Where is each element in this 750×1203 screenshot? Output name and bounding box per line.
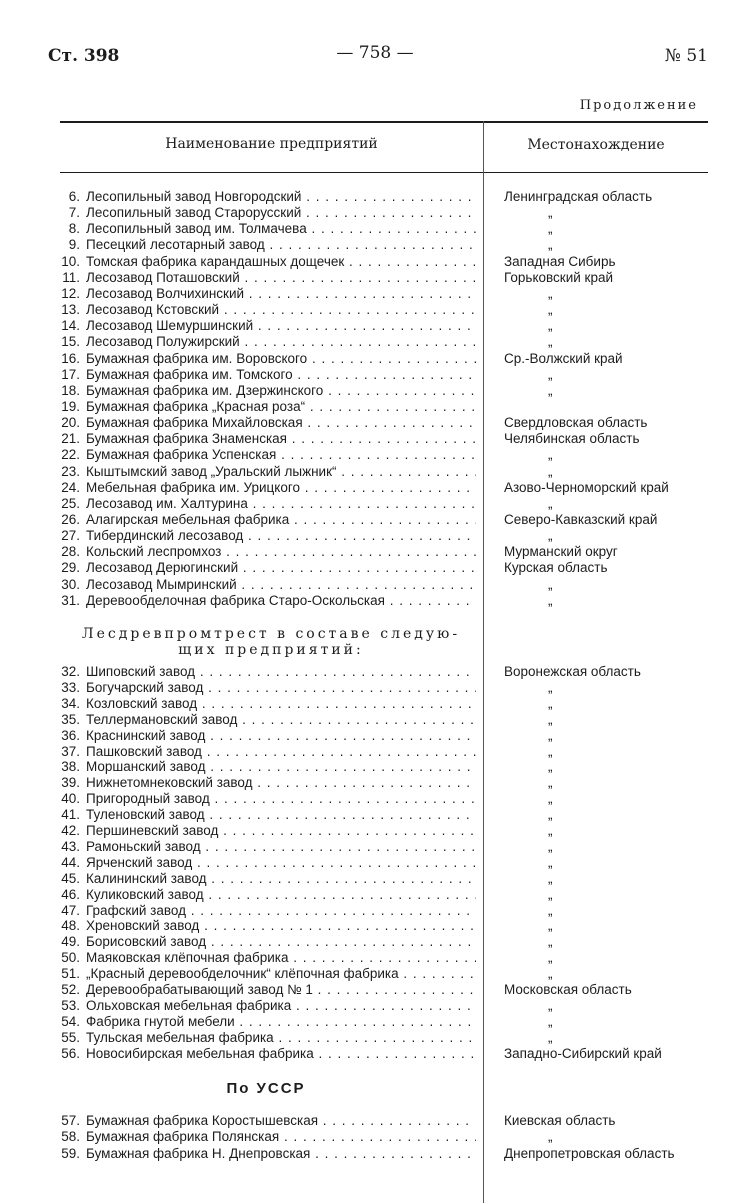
row-number: 26.: [61, 512, 80, 527]
enterprise-name: Лесозавод Кстовский . . .: [86, 302, 476, 318]
enterprise-name: Маяковская клёпочная фабрика . . .: [86, 950, 476, 966]
enterprise-name: Нижнетомнековский завод . . .: [86, 775, 476, 791]
enterprise-location: „: [548, 838, 553, 854]
table-row: [0, 1129, 750, 1145]
row-number: 52.: [61, 982, 80, 997]
row-number: 50.: [61, 950, 80, 966]
table-row: [0, 528, 750, 544]
page-number: — 758 —: [336, 43, 414, 63]
enterprise-name: Пригородный завод . . .: [86, 791, 476, 807]
enterprise-location: „: [548, 759, 553, 775]
row-number: 45.: [61, 870, 80, 886]
enterprise-name: Тибердинский лесозавод . . .: [86, 528, 476, 544]
enterprise-location: „: [548, 870, 553, 886]
table-row: [0, 855, 750, 871]
table-row: [0, 918, 750, 934]
enterprise-name: Бумажная фабрика Михайловская . . .: [86, 415, 476, 431]
enterprise-location: „: [548, 679, 553, 695]
enterprise-location: „: [548, 791, 553, 807]
enterprise-name: Лесозавод Волчихинский . . .: [86, 286, 476, 302]
table-top-rule: [60, 121, 708, 123]
enterprise-name: Бумажная фабрика Н. Днепровская . . .: [86, 1146, 476, 1162]
enterprise-name: Новосибирская мебельная фабрика . . .: [86, 1046, 476, 1062]
enterprise-name: Лесозавод Дерюгинский . . .: [86, 560, 476, 576]
row-number: 39.: [61, 775, 80, 791]
enterprise-location: „: [548, 807, 553, 823]
enterprise-name: Томская фабрика карандашных дощечек . . .: [86, 254, 476, 270]
table-row: [0, 966, 750, 982]
enterprise-location: „: [548, 775, 553, 791]
row-number: 9.: [68, 237, 80, 253]
enterprise-name: Бумажная фабрика им. Воровского . . .: [86, 351, 476, 367]
row-number: 19.: [61, 398, 80, 414]
enterprise-location: Киевская область: [504, 1113, 616, 1128]
enterprise-location: Днепропетровская область: [504, 1145, 675, 1161]
table-row: [0, 1014, 750, 1030]
row-number: 55.: [61, 1029, 80, 1045]
table-row: [0, 759, 750, 775]
article-number: Ст. 398: [48, 46, 120, 66]
table-row: [0, 577, 750, 593]
row-number: 51.: [61, 966, 80, 982]
enterprise-name: Бумажная фабрика Знаменская . . .: [86, 431, 476, 447]
enterprise-name: Деревообделочная фабрика Старо-Оскольская . . .: [86, 593, 476, 609]
enterprise-name: Бумажная фабрика Коростышевская . . .: [86, 1113, 476, 1129]
enterprise-name: Козловский завод . . .: [86, 696, 476, 712]
enterprise-location: Северо-Кавказский край: [504, 512, 658, 527]
table-row: [0, 367, 750, 383]
enterprise-name: Алагирская мебельная фабрика . . .: [86, 512, 476, 528]
row-number: 58.: [61, 1129, 80, 1145]
table-row: [0, 664, 750, 680]
enterprise-location: „: [548, 1013, 553, 1029]
enterprise-location: Западно-Сибирский край: [504, 1045, 662, 1061]
row-number: 28.: [61, 544, 80, 560]
table-row: [0, 415, 750, 431]
enterprise-location: „: [548, 934, 553, 950]
table-row: [0, 950, 750, 966]
enterprise-name: Бумажная фабрика „Красная роза“ . . .: [86, 399, 476, 415]
enterprise-location: „: [548, 528, 553, 544]
enterprise-location: „: [548, 382, 553, 398]
table-row: [0, 791, 750, 807]
row-number: 8.: [68, 221, 80, 237]
enterprise-name: Фабрика гнутой мебели . . .: [86, 1014, 476, 1030]
enterprise-location: „: [548, 205, 553, 221]
enterprise-name: Кыштымский завод „Уральский лыжник“ . . .: [86, 464, 476, 480]
enterprise-location: „: [548, 743, 553, 759]
enterprise-name: Першиневский завод . . .: [86, 823, 476, 839]
enterprise-location: „: [548, 966, 553, 982]
enterprise-name: „Красный деревообделочник“ клёпочная фабрика . . .: [86, 966, 476, 982]
table-row: [0, 431, 750, 447]
enterprise-location: „: [548, 918, 553, 934]
enterprise-location: „: [548, 366, 553, 382]
enterprise-location: „: [548, 495, 553, 511]
enterprise-name: Лесозавод Мымринский . . .: [86, 577, 476, 593]
enterprise-name: Теллермановский завод . . .: [86, 712, 476, 728]
table-row: [0, 998, 750, 1014]
table-row: [0, 270, 750, 286]
row-number: 6.: [68, 189, 80, 204]
enterprise-location: Мурманский округ: [504, 544, 618, 560]
table-row: [0, 807, 750, 823]
enterprise-location: „: [548, 1129, 553, 1145]
row-number: 56.: [61, 1045, 80, 1061]
table-row: [0, 1030, 750, 1046]
enterprise-name: Рамоньский завод . . .: [86, 839, 476, 855]
table-row: [0, 887, 750, 903]
row-number: 31.: [61, 592, 80, 608]
enterprise-name: Пашковский завод . . .: [86, 744, 476, 760]
enterprise-name: Тульская мебельная фабрика . . .: [86, 1030, 476, 1046]
table-row: [0, 447, 750, 463]
column-header-name: Наименование предприятий: [165, 136, 378, 152]
row-number: 53.: [61, 997, 80, 1013]
row-number: 44.: [61, 854, 80, 870]
row-number: 59.: [61, 1145, 80, 1161]
row-number: 10.: [61, 253, 80, 269]
enterprise-name: Борисовский завод . . .: [86, 934, 476, 950]
enterprise-location: „: [548, 285, 553, 301]
enterprise-name: Краснинский завод . . .: [86, 728, 476, 744]
enterprise-location: „: [548, 302, 553, 318]
row-number: 43.: [61, 838, 80, 854]
enterprise-location: Азово-Черноморский край: [504, 479, 669, 495]
enterprise-name: Калининский завод . . .: [86, 871, 476, 887]
table-row: [0, 728, 750, 744]
table-header-rule: [60, 172, 708, 173]
enterprise-location: Московская область: [504, 982, 632, 997]
enterprise-name: Лесопильный завод им. Толмачева . . .: [86, 221, 476, 237]
row-number: 16.: [61, 350, 80, 366]
row-number: 38.: [61, 759, 80, 775]
row-number: 37.: [61, 743, 80, 759]
enterprise-location: „: [548, 592, 553, 608]
row-number: 22.: [61, 447, 80, 463]
ussr-section-title: По УССР: [226, 1080, 306, 1097]
enterprise-location: „: [548, 886, 553, 902]
enterprise-location: „: [548, 950, 553, 966]
enterprise-name: Лесопильный завод Старорусский . . .: [86, 205, 476, 221]
row-number: 34.: [61, 695, 80, 711]
table-row: [0, 560, 750, 576]
enterprise-name: Бумажная фабрика им. Томского . . .: [86, 367, 476, 383]
enterprise-location: Ленинградская область: [504, 189, 653, 204]
row-number: 54.: [61, 1013, 80, 1029]
row-number: 47.: [61, 902, 80, 918]
enterprise-location: Курская область: [504, 560, 608, 576]
table-row: [0, 302, 750, 318]
enterprise-name: Бумажная фабрика Успенская . . .: [86, 447, 476, 463]
row-number: 48.: [61, 918, 80, 934]
table-row: [0, 512, 750, 528]
continuation-label: Продолжение: [579, 98, 698, 113]
table-row: [0, 712, 750, 728]
enterprise-name: Кольский леспромхоз . . .: [86, 544, 476, 560]
table-row: [0, 480, 750, 496]
enterprise-name: Хреновский завод . . .: [86, 918, 476, 934]
table-row: [0, 1046, 750, 1062]
lesdrev-section-title-line1: Лесдревпромтрест в составе следую-: [81, 626, 461, 642]
lesdrev-section-title-line2: щих предприятий:: [178, 642, 364, 658]
enterprise-name: Лесозавод Шемуршинский . . .: [86, 318, 476, 334]
row-number: 36.: [61, 727, 80, 743]
row-number: 18.: [61, 382, 80, 398]
table-row: [0, 934, 750, 950]
enterprise-location: Свердловская область: [504, 415, 648, 431]
row-number: 33.: [61, 679, 80, 695]
row-number: 57.: [61, 1113, 80, 1128]
row-number: 46.: [61, 886, 80, 902]
enterprise-name: Лесозавод Поташовский . . .: [86, 270, 476, 286]
table-row: [0, 189, 750, 205]
row-number: 40.: [61, 791, 80, 807]
row-number: 25.: [61, 495, 80, 511]
enterprise-name: Ярченский завод . . .: [86, 855, 476, 871]
enterprise-location: „: [548, 823, 553, 838]
table-row: [0, 871, 750, 887]
row-number: 42.: [61, 823, 80, 838]
enterprise-name: Куликовский завод . . .: [86, 887, 476, 903]
enterprise-location: „: [548, 1029, 553, 1045]
table-row: [0, 593, 750, 609]
table-row: [0, 839, 750, 855]
enterprise-location: „: [548, 997, 553, 1013]
table-row: [0, 383, 750, 399]
row-number: 41.: [61, 807, 80, 823]
enterprise-name: Богучарский завод . . .: [86, 680, 476, 696]
enterprise-location: „: [548, 221, 553, 237]
enterprise-location: „: [548, 854, 553, 870]
row-number: 11.: [62, 269, 80, 285]
row-number: 49.: [61, 934, 80, 950]
enterprise-location: „: [548, 447, 553, 463]
enterprise-location: „: [548, 334, 553, 350]
row-number: 21.: [61, 431, 80, 447]
enterprise-name: Бумажная фабрика им. Дзержинского . . .: [86, 383, 476, 399]
table-row: [0, 464, 750, 480]
row-number: 20.: [61, 415, 80, 431]
row-number: 30.: [61, 576, 80, 592]
row-number: 23.: [61, 463, 80, 479]
enterprise-name: Лесопильный завод Новгородский . . .: [86, 189, 476, 205]
enterprise-name: Деревообрабатывающий завод № 1 . . .: [86, 982, 476, 998]
enterprise-name: Лесозавод Полужирский . . .: [86, 334, 476, 350]
table-row: [0, 1113, 750, 1129]
table-row: [0, 221, 750, 237]
enterprise-location: „: [548, 902, 553, 918]
enterprise-name: Ольховская мебельная фабрика . . .: [86, 998, 476, 1014]
table-row: [0, 496, 750, 512]
table-row: [0, 399, 750, 415]
table-row: [0, 544, 750, 560]
enterprise-location: „: [548, 237, 553, 253]
enterprise-location: „: [548, 727, 553, 743]
table-row: [0, 696, 750, 712]
row-number: 12.: [61, 285, 80, 301]
enterprise-name: Лесозавод им. Халтурина . . .: [86, 496, 476, 512]
table-row: [0, 318, 750, 334]
row-number: 17.: [61, 366, 80, 382]
table-row: [0, 1146, 750, 1162]
row-number: 7.: [68, 205, 80, 221]
table-row: [0, 775, 750, 791]
document-number: № 51: [664, 46, 708, 66]
table-row: [0, 351, 750, 367]
row-number: 13.: [61, 302, 80, 318]
row-number: 27.: [61, 528, 80, 544]
enterprise-name: Бумажная фабрика Полянская . . .: [86, 1129, 476, 1145]
table-row: [0, 286, 750, 302]
table-row: [0, 903, 750, 919]
table-row: [0, 334, 750, 350]
column-header-location: Местонахождение: [527, 137, 665, 153]
enterprise-location: „: [548, 318, 553, 334]
enterprise-location: Челябинская область: [504, 431, 640, 447]
table-row: [0, 982, 750, 998]
table-row: [0, 744, 750, 760]
enterprise-location: Ср.-Волжский край: [504, 350, 623, 366]
enterprise-location: „: [548, 576, 553, 592]
table-row: [0, 254, 750, 270]
enterprise-location: Горьковский край: [504, 269, 613, 285]
row-number: 14.: [61, 318, 80, 334]
table-row: [0, 680, 750, 696]
enterprise-name: Графский завод . . .: [86, 903, 476, 919]
enterprise-name: Шиповский завод . . .: [86, 664, 476, 680]
enterprise-name: Туленовский завод . . .: [86, 807, 476, 823]
row-number: 29.: [61, 560, 80, 576]
enterprise-name: Песецкий лесотарный завод . . .: [86, 237, 476, 253]
enterprise-location: „: [548, 711, 553, 727]
row-number: 24.: [61, 479, 80, 495]
table-row: [0, 237, 750, 253]
table-row: [0, 823, 750, 839]
enterprise-location: Западная Сибирь: [504, 253, 616, 269]
table-row: [0, 205, 750, 221]
enterprise-name: Мебельная фабрика им. Урицкого . . .: [86, 480, 476, 496]
enterprise-location: Воронежская область: [504, 664, 641, 679]
enterprise-location: „: [548, 463, 553, 479]
row-number: 35.: [61, 711, 80, 727]
row-number: 15.: [61, 334, 80, 350]
row-number: 32.: [61, 664, 80, 679]
enterprise-name: Моршанский завод . . .: [86, 759, 476, 775]
enterprise-location: „: [548, 695, 553, 711]
